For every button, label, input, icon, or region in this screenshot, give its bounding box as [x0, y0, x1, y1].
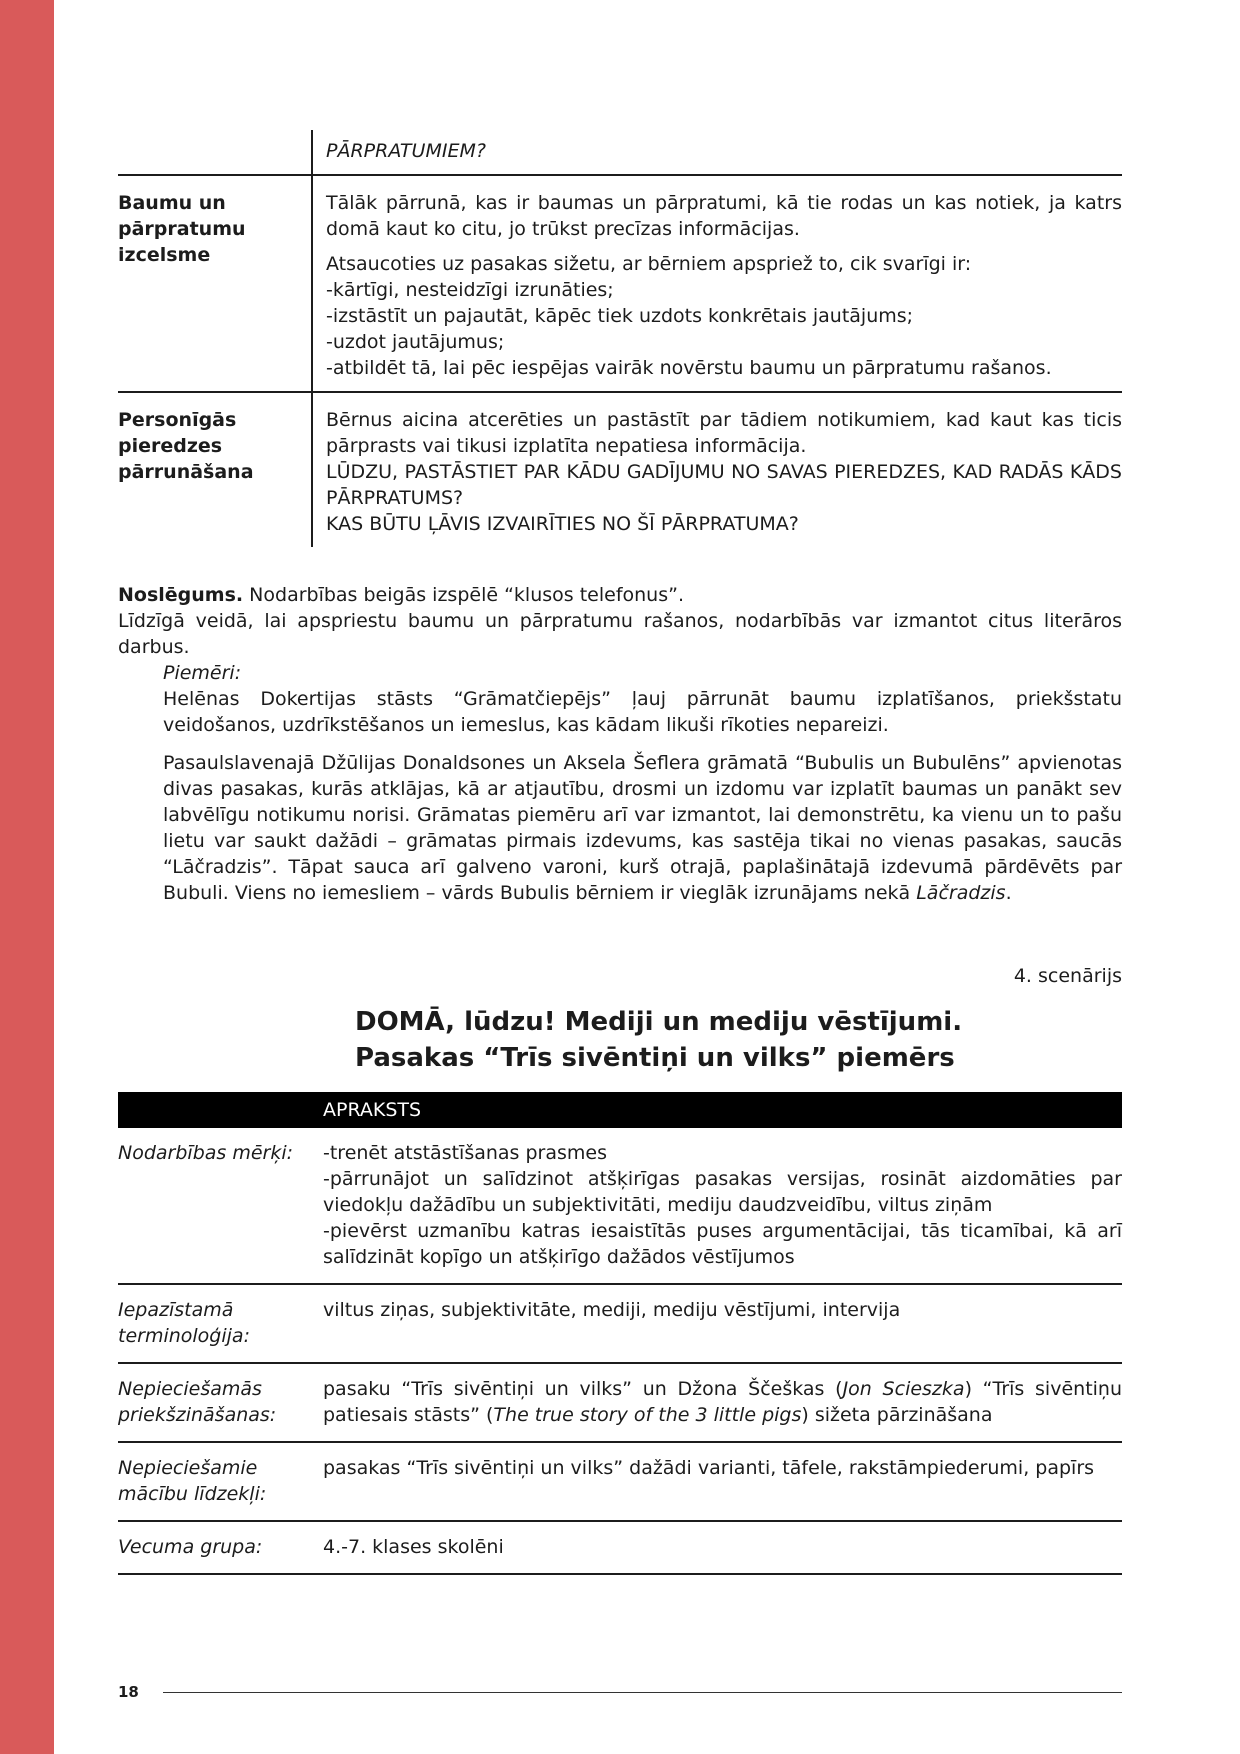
row-label: Nodarbības mērķi:	[118, 1142, 294, 1164]
conclusion-paragraph	[118, 582, 1122, 608]
row-text-part: ) “Trīs sivēntiņu patiesais stāsts” (	[323, 1378, 1123, 1426]
row-content	[311, 176, 1122, 391]
page-footer	[118, 1683, 1122, 1701]
table-row	[118, 176, 1122, 393]
table-row	[118, 1364, 1122, 1443]
similar-works-paragraph: Līdzīgā veidā, lai apspriestu baumu un pārpratumu rašanos, nodarbībās var izmantot citus literāros darbus.	[118, 610, 1122, 658]
example-italic: Lāčradzis	[916, 882, 1006, 904]
row-label: Baumu un pārpratumu izcelsme	[118, 192, 246, 266]
row-label: Nepieciešamās priekšzināšanas:	[118, 1378, 277, 1426]
row-label: Nepieciešamie mācību līdzekļi:	[118, 1457, 267, 1505]
row-text-part: pasaku “Trīs sivēntiņi un vilks” un Džona Ščeškas (	[323, 1378, 843, 1400]
row-content	[311, 130, 1122, 174]
example-text: Pasaulslavenajā Džūlijas Donaldsones un Aksela Šeflera grāmatā “Bubulis un Bubulēns” apvienotas divas pasakas, kurās atklājas, kā ar atjautību, drosmi un izdomu var izplatīt baumas un panākt sev labvēlīgu notikumu norisi. Grāmatas piemēru arī var izmantot, lai demonstrētu, ka vienu un to pašu lietu var saukt dažādi – grāmatas pirmais izdevums, kas sastēja tikai no vienas pasakas, saucās “Lāčradzis”. Tāpat sauca arī galveno varoni, kurš otrajā, paplašinātajā izdevumā pārdēvēts par Bubuli. Viens no iemesliem – vārds Bubulis bērniem ir vieglāk izrunājams nekā	[163, 752, 1122, 904]
row-text-part: ) sižeta pārzināšana	[801, 1404, 993, 1426]
table-row	[118, 1443, 1122, 1522]
header-label: APRAKSTS	[323, 1099, 422, 1121]
title-line: DOMĀ, lūdzu! Mediji un mediju vēstījumi.	[355, 1007, 963, 1037]
examples-label: Piemēri:	[163, 662, 242, 684]
table-row	[118, 1128, 1122, 1285]
table-row	[118, 1285, 1122, 1364]
row-label: Vecuma grupa:	[118, 1536, 263, 1558]
row-text: Atsaucoties uz pasakas sižetu, ar bērniem apspriež to, cik svarīgi ir: -kārtīgi, nesteidzīgi izrunāties; -izstāstīt un pajautāt, kāpēc tiek uzdots konkrētais jautājums; -uzdot jautājumus; -atbildēt tā, lai pēc iespējas vairāk novērstu baumu un pārpratumu rašanos.	[326, 253, 1052, 379]
row-text: PĀRPRATUMIEM?	[326, 140, 486, 162]
example-paragraph	[163, 750, 1122, 906]
conclusion-section	[118, 582, 1122, 906]
title-line: Pasakas “Trīs sivēntiņi un vilks” piemērs	[355, 1043, 955, 1073]
row-text: Bērnus aicina atcerēties un pastāstīt par tādiem notikumiem, kad kaut kas ticis pārprasts vai tikusi izplatīta nepatiesa informācija. LŪDZU, PASTĀSTIET PAR KĀDU GADĪJUMU NO SAVAS PIEREDZES, KAD RADĀS KĀDS PĀRPRATUMS? KAS BŪTU ĻĀVIS IZVAIRĪTIES NO ŠĪ PĀRPRATUMA?	[326, 409, 1122, 535]
row-text: pasakas “Trīs sivēntiņi un vilks” dažādi varianti, tāfele, rakstāmpiederumi, papīrs	[323, 1457, 1095, 1479]
row-text: -trenēt atstāstīšanas prasmes -pārrunājot un salīdzinot atšķirīgas pasakas versijas, rosināt aizdomāties par viedokļu dažādību un subjektivitāti, mediju daudzveidību, viltus ziņām -pievērst uzmanību katras iesaistītās puses argumentācijai, tās ticamībai, kā arī salīdzināt kopīgo un atšķirīgo dažādos vēstījumos	[323, 1142, 1122, 1268]
row-text: 4.-7. klases skolēni	[323, 1536, 504, 1558]
table-row	[118, 393, 1122, 547]
row-label: Iepazīstamā terminoloģija:	[118, 1299, 250, 1347]
scenario-number: 4. scenārijs	[1013, 965, 1122, 987]
example-paragraph: Helēnas Dokertijas stāsts “Grāmatčiepējs” ļauj pārrunāt baumu izplatīšanos, priekšstatu veidošanos, uzdrīkstēšanos un iemeslus, kas kādam likuši rīkoties nepareizi.	[163, 688, 1122, 736]
section-title	[355, 1004, 962, 1076]
discussion-table	[118, 130, 1122, 547]
row-text: viltus ziņas, subjektivitāte, mediji, mediju vēstījumi, intervija	[323, 1299, 901, 1321]
table-row	[118, 1522, 1122, 1575]
row-label	[118, 130, 311, 174]
table-row	[118, 130, 1122, 176]
page-number: 18	[118, 1683, 139, 1701]
conclusion-heading: Noslēgums.	[118, 584, 244, 606]
description-table	[118, 1092, 1122, 1575]
example-end: .	[1005, 882, 1012, 904]
table-header	[118, 1092, 1122, 1128]
conclusion-text: Nodarbības beigās izspēlē “klusos telefonus”.	[243, 584, 684, 606]
row-text-italic: The true story of the 3 little pigs	[493, 1404, 802, 1426]
row-label: Personīgās pieredzes pārrunāšana	[118, 409, 254, 483]
row-text-italic: Jon Scieszka	[842, 1378, 965, 1400]
footer-rule	[163, 1692, 1122, 1693]
page-edge-stripe	[0, 0, 54, 1754]
row-content	[311, 393, 1122, 547]
row-text: Tālāk pārrunā, kas ir baumas un pārpratumi, kā tie rodas un kas notiek, ja katrs domā kaut ko citu, jo trūkst precīzas informācijas.	[326, 192, 1122, 240]
row-text	[323, 1376, 1122, 1428]
